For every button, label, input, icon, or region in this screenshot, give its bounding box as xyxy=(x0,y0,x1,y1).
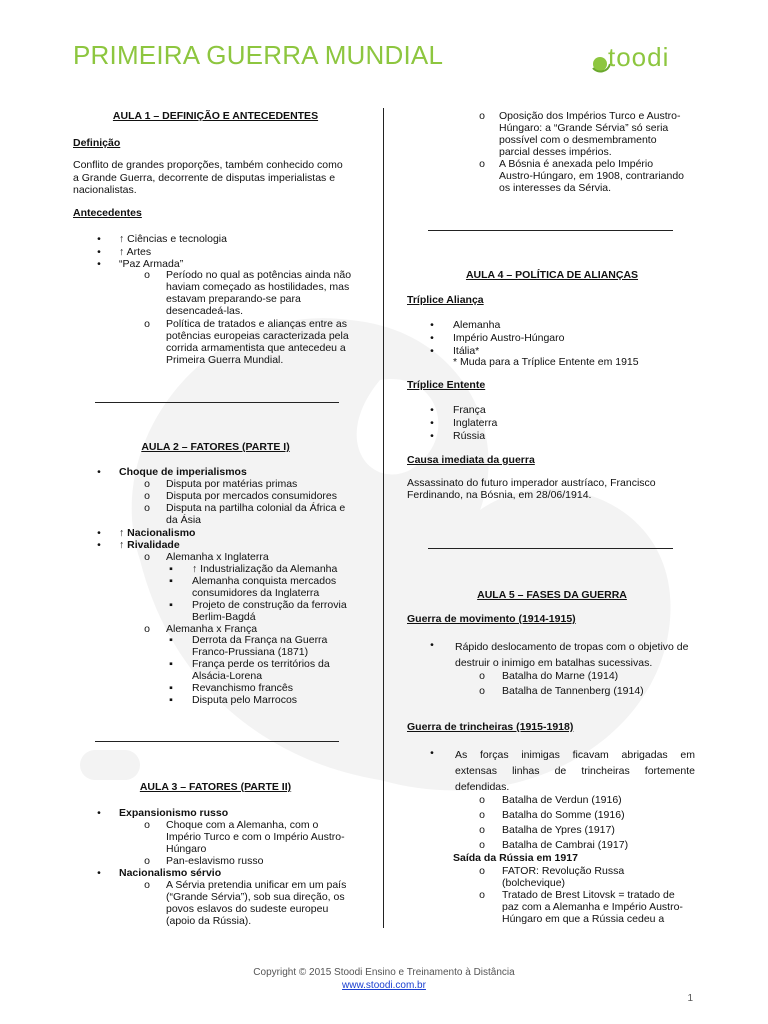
sub-bullet: o xyxy=(144,623,150,635)
list-item: Choque de imperialismos xyxy=(119,466,247,478)
sub-bullet: o xyxy=(144,551,150,563)
list-item: Expansionismo russo xyxy=(119,807,229,819)
section-rule xyxy=(428,230,673,231)
list-item: Inglaterra xyxy=(453,417,498,429)
list-item: possível com o desmembramento xyxy=(499,134,657,146)
list-item: Batalha de Ypres (1917) xyxy=(502,824,615,836)
list-item: ↑ Industrialização da Alemanha xyxy=(192,563,338,575)
sub-bullet: o xyxy=(479,110,485,122)
list-item: Húngaro xyxy=(166,843,207,855)
aula4-title: AULA 4 – POLÍTICA DE ALIANÇAS xyxy=(465,269,639,281)
page-number: 1 xyxy=(687,993,693,1004)
list-item: (“Grande Sérvia”), sob sua direção, os xyxy=(166,891,345,903)
causa-text-2: Ferdinando, na Bósnia, em 28/06/1914. xyxy=(407,489,592,501)
sub-bullet: o xyxy=(479,685,485,697)
sub-bullet: o xyxy=(144,855,150,867)
sub-bullet: o xyxy=(479,670,485,682)
list-item: França xyxy=(453,404,486,416)
list-item: estavam preparando-se para xyxy=(166,293,301,305)
list-item: Berlim-Bagdá xyxy=(192,611,256,623)
antecedentes-heading: Antecedentes xyxy=(73,207,142,219)
list-item: A Bósnia é anexada pelo Império xyxy=(499,158,654,170)
list-item: França perde os territórios da xyxy=(192,658,330,670)
aula3-title: AULA 3 – FATORES (PARTE II) xyxy=(139,781,292,793)
bullet: • xyxy=(430,332,434,344)
bullet: • xyxy=(430,319,434,331)
list-item: Húngaro em que a Rússia cedeu a xyxy=(502,913,665,925)
list-item: Húngaro: a “Grande Sérvia” só seria xyxy=(499,122,669,134)
alianca-note: * Muda para a Tríplice Entente em 1915 xyxy=(453,356,639,368)
square-bullet: ▪ xyxy=(169,575,173,587)
causa-imediata-heading: Causa imediata da guerra xyxy=(407,454,535,466)
sub-bullet: o xyxy=(144,490,150,502)
sub-bullet: o xyxy=(144,318,150,330)
list-item: da Ásia xyxy=(166,514,202,526)
list-item: “Paz Armada” xyxy=(119,258,184,270)
list-item: (apoio da Rússia). xyxy=(166,915,252,927)
list-item: Batalha de Verdun (1916) xyxy=(502,794,622,806)
list-item: Disputa por matérias primas xyxy=(166,478,298,490)
list-item: (bolchevique) xyxy=(502,877,566,889)
list-item: Império Turco e com o Império Austro- xyxy=(166,831,345,843)
list-item: Batalha de Tannenberg (1914) xyxy=(502,685,644,697)
list-item: extensas linhas de trincheiras fortemente xyxy=(455,765,695,777)
bullet: • xyxy=(430,430,434,442)
list-item: A Sérvia pretendia unificar em um país xyxy=(166,879,347,891)
guerra-trincheiras-heading: Guerra de trincheiras (1915-1918) xyxy=(407,721,574,733)
aula2-title: AULA 2 – FATORES (PARTE I) xyxy=(141,441,290,453)
list-item: Alsácia-Lorena xyxy=(192,670,263,682)
bullet: • xyxy=(430,404,434,416)
definicao-text-2: a Grande Guerra, decorrente de disputas imperialistas e xyxy=(73,172,336,184)
bullet: • xyxy=(430,639,434,651)
list-item: Pan-eslavismo russo xyxy=(166,855,264,867)
list-item: ↑ Ciências e tecnologia xyxy=(119,233,227,245)
list-item: Batalha do Somme (1916) xyxy=(502,809,625,821)
aula5-title: AULA 5 – FASES DA GUERRA xyxy=(477,589,627,601)
list-item: desencadeá-las. xyxy=(166,305,244,317)
bullet: • xyxy=(97,807,101,819)
list-item: potências europeias caracterizada pela xyxy=(166,330,349,342)
square-bullet: ▪ xyxy=(169,694,173,706)
sub-bullet: o xyxy=(479,809,485,821)
sub-bullet: o xyxy=(479,865,485,877)
list-item: FATOR: Revolução Russa xyxy=(502,865,625,877)
sub-bullet: o xyxy=(479,889,485,901)
list-item: defendidas. xyxy=(455,781,510,793)
list-item: ↑ Artes xyxy=(119,246,152,258)
list-item: Franco-Prussiana (1871) xyxy=(192,646,309,658)
list-item: Choque com a Alemanha, com o xyxy=(166,819,319,831)
list-item: Nacionalismo sérvio xyxy=(119,867,222,879)
list-item: parcial desses impérios. xyxy=(499,146,612,158)
square-bullet: ▪ xyxy=(169,682,173,694)
list-item: Alemanha conquista mercados xyxy=(192,575,337,587)
list-item: As forças inimigas ficavam abrigadas em xyxy=(455,749,695,761)
triplice-entente-heading: Tríplice Entente xyxy=(407,379,486,391)
list-item: Austro-Húngaro, em 1908, contrariando xyxy=(499,170,685,182)
list-item: Derrota da França na Guerra xyxy=(192,634,328,646)
bullet: • xyxy=(97,539,101,551)
saida-russia-heading: Saída da Rússia em 1917 xyxy=(453,852,578,864)
list-item: Revanchismo francês xyxy=(192,682,293,694)
list-item: Itália* xyxy=(453,345,480,357)
section-rule xyxy=(95,402,339,403)
definicao-heading: Definição xyxy=(73,137,121,149)
page-title: PRIMEIRA GUERRA MUNDIAL xyxy=(73,40,444,70)
svg-text:toodi: toodi xyxy=(608,42,670,72)
bullet: • xyxy=(97,466,101,478)
section-rule xyxy=(95,741,339,742)
list-item: Império Austro-Húngaro xyxy=(453,332,565,344)
list-item: haviam começado as hostilidades, mas xyxy=(166,281,350,293)
bullet: • xyxy=(97,258,101,270)
list-item: destruir o inimigo em batalhas sucessivas. xyxy=(455,657,653,669)
footer-copyright: Copyright © 2015 Stoodi Ensino e Treinamento à Distância xyxy=(253,967,515,978)
sub-bullet: o xyxy=(144,478,150,490)
stoodi-logo xyxy=(588,38,698,78)
square-bullet: ▪ xyxy=(169,658,173,670)
sub-bullet: o xyxy=(144,819,150,831)
guerra-movimento-heading: Guerra de movimento (1914-1915) xyxy=(407,613,576,625)
list-item: Alemanha xyxy=(453,319,501,331)
list-item: Política de tratados e alianças entre as xyxy=(166,318,347,330)
sub-bullet: o xyxy=(144,879,150,891)
list-item: Batalha do Marne (1914) xyxy=(502,670,619,682)
bullet: • xyxy=(97,867,101,879)
bullet: • xyxy=(97,233,101,245)
list-item: Rússia xyxy=(453,430,486,442)
footer-link[interactable]: www.stoodi.com.br xyxy=(342,980,426,991)
section-rule xyxy=(428,548,673,549)
list-item: paz com a Alemanha e Império Austro- xyxy=(502,901,683,913)
definicao-text-3: nacionalistas. xyxy=(73,184,137,196)
bullet: • xyxy=(430,345,434,357)
list-item: Batalha de Cambrai (1917) xyxy=(502,839,629,851)
list-item: Alemanha x França xyxy=(166,623,258,635)
list-item: Projeto de construção da ferrovia xyxy=(192,599,347,611)
column-divider xyxy=(383,108,384,928)
list-item: consumidores da Inglaterra xyxy=(192,587,320,599)
list-item: Disputa por mercados consumidores xyxy=(166,490,337,502)
list-item: Oposição dos Impérios Turco e Austro- xyxy=(499,110,681,122)
list-item: Disputa na partilha colonial da África e xyxy=(166,502,346,514)
list-item: Rápido deslocamento de tropas com o objetivo de xyxy=(455,641,689,653)
sub-bullet: o xyxy=(479,158,485,170)
list-item: Alemanha x Inglaterra xyxy=(166,551,269,563)
list-item: Primeira Guerra Mundial. xyxy=(166,354,284,366)
list-item: ↑ Nacionalismo xyxy=(119,527,196,539)
list-item: Tratado de Brest Litovsk = tratado de xyxy=(502,889,675,901)
sub-bullet: o xyxy=(479,824,485,836)
sub-bullet: o xyxy=(144,269,150,281)
bullet: • xyxy=(430,417,434,429)
list-item: Disputa pelo Marrocos xyxy=(192,694,298,706)
sub-bullet: o xyxy=(479,794,485,806)
square-bullet: ▪ xyxy=(169,563,173,575)
list-item: ↑ Rivalidade xyxy=(119,539,180,551)
square-bullet: ▪ xyxy=(169,599,173,611)
list-item: Período no qual as potências ainda não xyxy=(166,269,352,281)
sub-bullet: o xyxy=(479,839,485,851)
triplice-alianca-heading: Tríplice Aliança xyxy=(407,294,484,306)
list-item: os interesses da Sérvia. xyxy=(499,182,612,194)
causa-text-1: Assassinato do futuro imperador austríaco, Francisco xyxy=(407,477,656,489)
list-item: corrida armamentista que antecedeu a xyxy=(166,342,346,354)
sub-bullet: o xyxy=(144,502,150,514)
definicao-text-1: Conflito de grandes proporções, também conhecido como xyxy=(73,159,343,171)
aula1-title: AULA 1 – DEFINIÇÃO E ANTECEDENTES xyxy=(112,110,319,122)
bullet: • xyxy=(430,747,434,759)
bullet: • xyxy=(97,246,101,258)
square-bullet: ▪ xyxy=(169,634,173,646)
bullet: • xyxy=(97,527,101,539)
list-item: povos eslavos do sudeste europeu xyxy=(166,903,329,915)
